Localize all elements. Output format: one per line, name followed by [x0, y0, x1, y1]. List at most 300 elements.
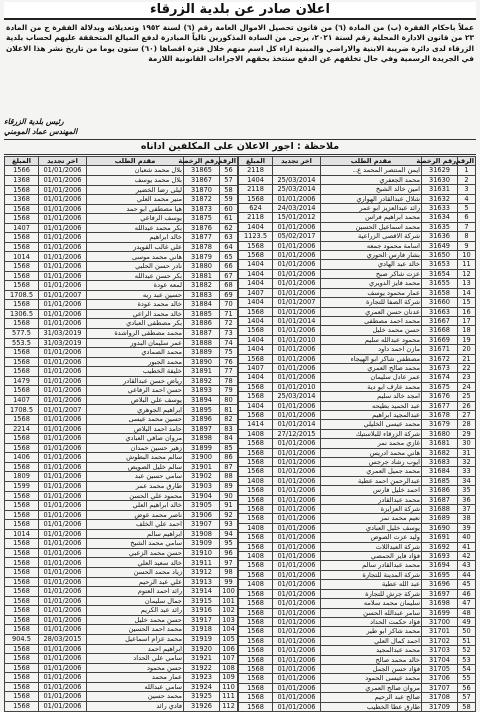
row-index: 90	[220, 491, 238, 501]
row-index: 57	[220, 175, 238, 185]
amount-due: 1568	[239, 664, 273, 673]
last-renewal-date: 01/01/2006	[39, 453, 87, 463]
applicant-name: خليفة الخطيب	[87, 367, 184, 377]
row-index: 13	[458, 279, 476, 288]
last-renewal-date: 01/01/2006	[39, 195, 87, 205]
applicant-name: بلال محمد شعبان	[87, 166, 184, 176]
license-number: 31917	[184, 615, 220, 625]
license-number: 31635	[422, 222, 458, 231]
applicant-name: بلال محمد يوسف	[87, 175, 184, 185]
license-number: 31884	[184, 300, 220, 310]
row-index: 81	[220, 405, 238, 415]
amount-due: 1568	[239, 542, 273, 551]
license-number: 31678	[422, 410, 458, 419]
amount-due: 1568	[5, 587, 39, 597]
table-row	[5, 596, 238, 606]
applicant-name: علي عبد الرحيم	[87, 577, 184, 587]
amount-due: 1568	[239, 674, 273, 683]
row-index: 70	[220, 300, 238, 310]
license-number: 31631	[422, 185, 458, 194]
row-index: 14	[458, 288, 476, 297]
amount-due: 1568	[5, 539, 39, 549]
table-row	[239, 646, 476, 655]
applicant-name: بكر حسن عبدالله	[87, 271, 184, 281]
table-row	[5, 242, 238, 252]
license-number: 31902	[184, 472, 220, 482]
row-index: 86	[220, 453, 238, 463]
row-index: 54	[458, 664, 476, 673]
license-table-left	[4, 156, 238, 712]
last-renewal-date: 01/01/2006	[273, 458, 321, 467]
table-row	[239, 664, 476, 673]
last-renewal-date: 01/01/2006	[39, 510, 87, 520]
last-renewal-date: 01/01/2006	[39, 357, 87, 367]
table-row	[239, 505, 476, 514]
row-index: 16	[458, 307, 476, 316]
amount-due: 1404	[239, 316, 273, 325]
row-index: 38	[458, 514, 476, 523]
row-index: 46	[458, 589, 476, 598]
table-row	[239, 674, 476, 683]
table-row	[239, 495, 476, 504]
license-number: 31672	[422, 354, 458, 363]
amount-due: 1568	[239, 251, 273, 260]
amount-due: 577.5	[5, 328, 39, 338]
amount-due: 1568	[239, 627, 273, 636]
amount-due: 1404	[239, 335, 273, 344]
table-row	[5, 386, 238, 396]
applicant-name: امين خالد الشيخ	[321, 185, 422, 194]
row-index: 8	[458, 232, 476, 241]
applicant-name: شركة الصفا للتجارة	[321, 298, 422, 307]
license-number: 31685	[422, 476, 458, 485]
license-number: 31921	[184, 654, 220, 664]
license-number: 31682	[422, 448, 458, 457]
table-row	[5, 281, 238, 291]
row-index: 41	[458, 542, 476, 551]
amount-due: 2118	[239, 166, 273, 175]
applicant-name: رائد عبد الكريم	[87, 606, 184, 616]
table-row	[239, 316, 476, 325]
amount-due: 1568	[239, 382, 273, 391]
row-index: 64	[220, 242, 238, 252]
license-number: 31900	[184, 453, 220, 463]
table-row	[5, 654, 238, 664]
license-number: 31918	[184, 625, 220, 635]
table-row	[5, 472, 238, 482]
license-number: 31895	[184, 405, 220, 415]
amount-due: 1568	[5, 654, 39, 664]
last-renewal-date: 01/01/2006	[273, 288, 321, 297]
amount-due: 1408	[239, 523, 273, 532]
table-row	[239, 185, 476, 194]
table-row	[5, 501, 238, 511]
last-renewal-date: 15/01/2012	[273, 213, 321, 222]
amount-due: 1568	[239, 448, 273, 457]
amount-due: 1568	[5, 625, 39, 635]
applicant-name: حسن محمد الزعبي	[87, 548, 184, 558]
license-number: 31897	[184, 424, 220, 434]
applicant-name: فؤاد فايز الحمصي	[321, 552, 422, 561]
row-index: 101	[220, 596, 238, 606]
table-row	[5, 577, 238, 587]
license-number: 31679	[422, 420, 458, 429]
row-index: 36	[458, 495, 476, 504]
advertising-fees-note: ملاحظة : اجور الاعلان على المكلفين اداناه	[4, 139, 476, 155]
table-row	[5, 309, 238, 319]
row-index: 17	[458, 316, 476, 325]
license-number: 31919	[184, 634, 220, 644]
row-index: 35	[458, 486, 476, 495]
last-renewal-date: 01/01/2006	[39, 166, 87, 176]
license-number: 31901	[184, 462, 220, 472]
row-index: 12	[458, 269, 476, 278]
last-renewal-date: 01/01/2006	[273, 617, 321, 626]
table-row	[5, 185, 238, 195]
amount-due: 1568	[5, 386, 39, 396]
table-header-row	[239, 157, 476, 166]
amount-due: 904.5	[5, 634, 39, 644]
license-number: 31898	[184, 434, 220, 444]
row-index: 79	[220, 386, 238, 396]
applicant-name: عبدالرحمن احمد عطية	[321, 476, 422, 485]
col-header-amount: المبلغ	[5, 157, 39, 166]
row-index: 26	[458, 401, 476, 410]
applicant-name: حسن محمد خليل	[321, 326, 422, 335]
table-row	[5, 348, 238, 358]
last-renewal-date: 01/01/2006	[39, 252, 87, 262]
license-number: 31695	[422, 570, 458, 579]
table-row	[239, 392, 476, 401]
last-renewal-date: 01/01/2006	[39, 596, 87, 606]
last-renewal-date: 01/01/2006	[273, 307, 321, 316]
table-row	[5, 558, 238, 568]
applicant-name: محمد فايز الدويري	[321, 279, 422, 288]
applicant-name: حسين محمد عيسى	[87, 415, 184, 425]
row-index: 48	[458, 608, 476, 617]
license-number: 31697	[422, 589, 458, 598]
row-index: 88	[220, 472, 238, 482]
table-row	[5, 405, 238, 415]
table-row	[5, 395, 238, 405]
amount-due: 1568	[5, 242, 39, 252]
table-row	[239, 204, 476, 213]
table-row	[5, 673, 238, 683]
last-renewal-date: 01/01/2007	[39, 405, 87, 415]
license-number: 31708	[422, 693, 458, 702]
applicant-name: شلال عبدالقادر الهواري	[321, 194, 422, 203]
table-row	[239, 354, 476, 363]
amount-due: 1568	[5, 596, 39, 606]
amount-due: 1568	[239, 467, 273, 476]
table-row	[239, 288, 476, 297]
row-index: 58	[220, 185, 238, 195]
last-renewal-date: 01/01/2006	[39, 520, 87, 530]
applicant-name: احمد خليل فارس	[321, 486, 422, 495]
last-renewal-date: 01/01/2006	[273, 269, 321, 278]
amount-due: 1568	[239, 655, 273, 664]
license-number: 31654	[422, 269, 458, 278]
applicant-name: عبد الحميد بطيحه	[321, 401, 422, 410]
license-number: 31903	[184, 481, 220, 491]
last-renewal-date: 01/01/2006	[39, 682, 87, 692]
amount-due: 1568	[5, 615, 39, 625]
table-row	[5, 338, 238, 348]
license-number: 31888	[184, 338, 220, 348]
applicant-name: امجد خالد سليم	[321, 392, 422, 401]
last-renewal-date: 01/01/2006	[273, 401, 321, 410]
license-number: 31885	[184, 309, 220, 319]
table-row	[5, 568, 238, 578]
license-number: 31701	[422, 627, 458, 636]
amount-due: 1708.5	[5, 405, 39, 415]
amount-due: 1408	[239, 552, 273, 561]
amount-due: 1368	[5, 195, 39, 205]
table-row	[239, 617, 476, 626]
row-index: 91	[220, 501, 238, 511]
last-renewal-date: 01/01/2006	[39, 242, 87, 252]
applicant-name: فؤاد حكمت الحداد	[321, 617, 422, 626]
table-row	[239, 260, 476, 269]
table-row	[239, 702, 476, 711]
applicant-name: سامي حسين عبد	[87, 472, 184, 482]
last-renewal-date: 01/01/2006	[273, 345, 321, 354]
license-number: 31911	[184, 558, 220, 568]
row-index: 15	[458, 298, 476, 307]
table-row	[239, 683, 476, 692]
amount-due: 1404	[239, 373, 273, 382]
last-renewal-date: 25/03/2014	[273, 392, 321, 401]
applicant-name: عبدالمجيد ابراهيم	[321, 410, 422, 419]
row-index: 110	[220, 682, 238, 692]
table-row	[239, 241, 476, 250]
applicant-name: محمد عارف ابو دية	[321, 382, 422, 391]
license-number: 31690	[422, 523, 458, 532]
license-number: 31674	[422, 373, 458, 382]
amount-due: 1568	[239, 599, 273, 608]
applicant-name: خالد سعيد العلي	[87, 558, 184, 568]
license-number: 31912	[184, 568, 220, 578]
amount-due: 1568	[5, 434, 39, 444]
applicant-name: محمد عيسى الخليلي	[321, 420, 422, 429]
applicant-name: رياض حسن عبدالقادر	[87, 376, 184, 386]
table-row	[5, 434, 238, 444]
applicant-name: بكر محمد عبدالله	[87, 223, 184, 233]
table-row	[5, 300, 238, 310]
license-number: 31899	[184, 443, 220, 453]
last-renewal-date: 01/01/2006	[39, 673, 87, 683]
amount-due: 1568	[5, 300, 39, 310]
amount-due: 1568	[5, 319, 39, 329]
last-renewal-date: 31/03/2019	[39, 338, 87, 348]
applicant-name: محمد عبدالمجيد	[321, 646, 422, 655]
license-number: 31870	[184, 185, 220, 195]
table-row	[239, 693, 476, 702]
last-renewal-date: 01/01/2006	[273, 552, 321, 561]
row-index: 49	[458, 617, 476, 626]
table-row	[5, 606, 238, 616]
amount-due: 1568	[5, 491, 39, 501]
amount-due: 1014	[5, 252, 39, 262]
table-row	[239, 363, 476, 372]
license-number: 31688	[422, 505, 458, 514]
amount-due: 1568	[239, 617, 273, 626]
license-number: 31908	[184, 529, 220, 539]
license-number: 31913	[184, 577, 220, 587]
last-renewal-date: 01/01/2006	[39, 434, 87, 444]
table-row	[239, 439, 476, 448]
table-row	[239, 561, 476, 570]
row-index: 30	[458, 439, 476, 448]
row-index: 45	[458, 580, 476, 589]
row-index: 7	[458, 222, 476, 231]
license-number: 31653	[422, 260, 458, 269]
amount-due: 1404	[239, 279, 273, 288]
table-row	[5, 481, 238, 491]
last-renewal-date: 01/01/2006	[273, 627, 321, 636]
last-renewal-date: 01/01/2006	[273, 674, 321, 683]
amount-due: 2118	[239, 185, 273, 194]
table-row	[239, 382, 476, 391]
applicant-name: احمد علي الخلف	[87, 520, 184, 530]
row-index: 97	[220, 558, 238, 568]
license-number: 31650	[422, 251, 458, 260]
license-table-right	[238, 156, 476, 712]
table-row	[5, 615, 238, 625]
amount-due: 1568	[5, 185, 39, 195]
last-renewal-date: 01/01/2006	[39, 185, 87, 195]
last-renewal-date: 01/01/2006	[273, 363, 321, 372]
license-number: 31909	[184, 539, 220, 549]
row-index: 65	[220, 252, 238, 262]
last-renewal-date: 01/01/2006	[273, 542, 321, 551]
last-renewal-date: 01/01/2006	[39, 692, 87, 702]
row-index: 84	[220, 434, 238, 444]
license-number: 31924	[184, 682, 220, 692]
last-renewal-date: 01/01/2006	[273, 495, 321, 504]
amount-due: 1568	[239, 241, 273, 250]
row-index: 34	[458, 476, 476, 485]
last-renewal-date: 01/01/2006	[39, 654, 87, 664]
row-index: 68	[220, 281, 238, 291]
last-renewal-date: 01/01/2006	[273, 523, 321, 532]
last-renewal-date: 01/01/2006	[273, 608, 321, 617]
last-renewal-date: 01/01/2006	[39, 262, 87, 272]
license-number: 31686	[422, 486, 458, 495]
col-header-index: الرقم	[455, 157, 474, 165]
last-renewal-date: 01/01/2010	[273, 335, 321, 344]
row-index: 63	[220, 233, 238, 243]
table-row	[239, 599, 476, 608]
amount-due: 1404	[239, 260, 273, 269]
applicant-name: زهير حسين حمدان	[87, 443, 184, 453]
last-renewal-date: 01/01/2006	[39, 501, 87, 511]
table-row	[5, 663, 238, 673]
row-index: 67	[220, 271, 238, 281]
license-number: 31632	[422, 194, 458, 203]
row-index: 24	[458, 382, 476, 391]
amount-due: 1568	[239, 505, 273, 514]
table-row	[239, 580, 476, 589]
last-renewal-date: 01/01/2006	[273, 279, 321, 288]
amount-due: 1568	[5, 673, 39, 683]
applicant-name: عدنان حسن العمري	[321, 307, 422, 316]
table-row	[239, 420, 476, 429]
license-number: 31907	[184, 520, 220, 530]
license-number: 31910	[184, 548, 220, 558]
applicant-name: حسن احمد الرفاعي	[87, 386, 184, 396]
last-renewal-date: 01/01/2006	[273, 260, 321, 269]
license-number: 31893	[184, 386, 220, 396]
amount-due: 2118	[239, 213, 273, 222]
row-index: 18	[458, 326, 476, 335]
last-renewal-date: 01/01/2006	[39, 424, 87, 434]
amount-due: 1599	[5, 481, 39, 491]
table-row	[5, 367, 238, 377]
table-row	[239, 570, 476, 579]
amount-due: 553.5	[5, 338, 39, 348]
row-index: 4	[458, 194, 476, 203]
license-number: 31875	[184, 214, 220, 224]
table-row	[239, 589, 476, 598]
last-renewal-date: 01/01/2006	[39, 462, 87, 472]
amount-due: 1708.5	[5, 290, 39, 300]
amount-due: 1414	[239, 420, 273, 429]
last-renewal-date: 01/01/2006	[273, 580, 321, 589]
table-row	[5, 510, 238, 520]
public-notice	[4, 2, 476, 711]
license-number: 31879	[184, 252, 220, 262]
row-index: 92	[220, 510, 238, 520]
row-index: 50	[458, 627, 476, 636]
license-number: 31696	[422, 580, 458, 589]
table-row	[5, 462, 238, 472]
row-index: 22	[458, 363, 476, 372]
amount-due: 1568	[5, 663, 39, 673]
applicant-name: مازن احمد داود	[321, 345, 422, 354]
row-index: 27	[458, 410, 476, 419]
last-renewal-date: 01/01/2006	[39, 214, 87, 224]
table-row	[5, 520, 238, 530]
license-number: 31916	[184, 606, 220, 616]
amount-due: 1568	[239, 693, 273, 702]
license-number: 31681	[422, 439, 458, 448]
applicant-name: غازي محمد نمر	[321, 439, 422, 448]
amount-due: 1568	[239, 636, 273, 645]
last-renewal-date: 01/01/2006	[39, 529, 87, 539]
last-renewal-date: 01/01/2006	[39, 606, 87, 616]
row-index: 107	[220, 654, 238, 664]
license-number: 31630	[422, 175, 458, 184]
last-renewal-date: 01/01/2006	[273, 533, 321, 542]
last-renewal-date: 01/01/2006	[39, 472, 87, 482]
table-row	[5, 443, 238, 453]
amount-due: 1568	[239, 354, 273, 363]
license-number: 31707	[422, 683, 458, 692]
license-number: 31669	[422, 335, 458, 344]
table-row	[5, 491, 238, 501]
applicant-name: جمال سليمان	[87, 596, 184, 606]
row-index: 82	[220, 415, 238, 425]
applicant-name: شركة العزايزة	[321, 505, 422, 514]
table-row	[5, 290, 238, 300]
license-number: 31667	[422, 316, 458, 325]
row-index: 72	[220, 319, 238, 329]
last-renewal-date: 01/01/2006	[39, 367, 87, 377]
applicant-name: عمار محمد	[87, 673, 184, 683]
last-renewal-date: 28/03/2015	[39, 634, 87, 644]
license-number: 31873	[184, 204, 220, 214]
